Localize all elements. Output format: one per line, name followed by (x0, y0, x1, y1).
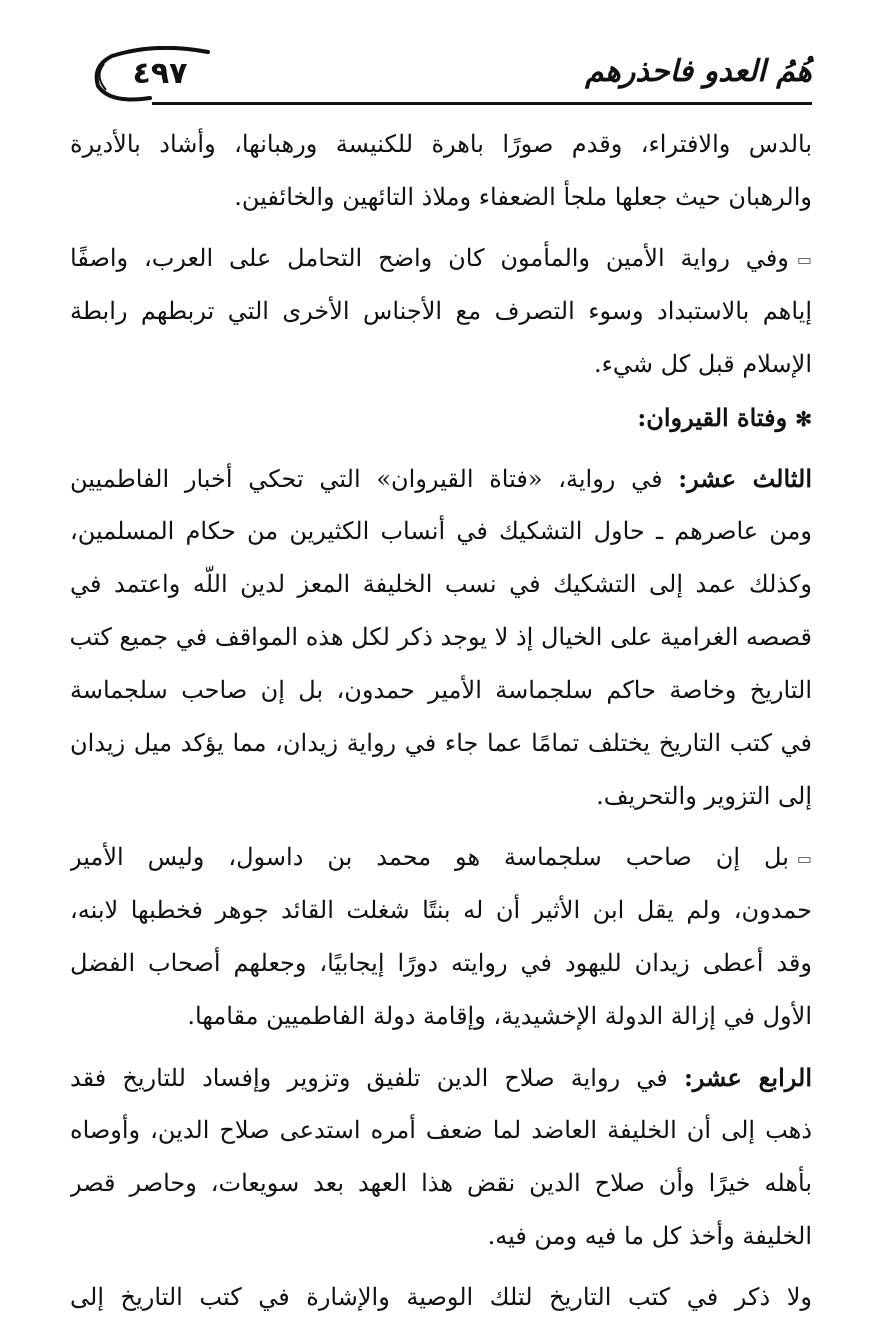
heading-line (70, 391, 812, 444)
text-line: وكذلك عمد إلى التشكيك في نسب الخليفة المعز لدين اللّه واعتمد في (70, 570, 812, 598)
paragraph (70, 452, 812, 823)
text-line: التاريخ وخاصة حاكم سلجماسة الأمير حمدون، بل إن صاحب سلجماسة (70, 676, 812, 704)
header-rule (152, 102, 812, 105)
page-number-badge (90, 46, 222, 102)
text-line (70, 831, 812, 884)
item-lead: الرابع عشر: (683, 1063, 812, 1092)
running-title: هُمُ العدو فاحذرهم (585, 54, 812, 89)
text-line: في كتب التاريخ يختلف تمامًا عما جاء في رواية زيدان، مما يؤكد ميل زيدان (70, 729, 812, 757)
text-line (70, 232, 812, 285)
section-heading (70, 391, 812, 444)
page-header (72, 38, 812, 108)
paragraph (70, 831, 812, 1043)
paragraph (70, 118, 812, 224)
body-text (70, 118, 812, 1324)
paragraph (70, 1271, 812, 1324)
text-line-content: وفي رواية الأمين والمأمون كان واضح التحامل على العرب، واصفًا (70, 244, 789, 272)
paragraph-marker-icon: ▭ (796, 250, 812, 269)
text-line: بأهله خيرًا وأن صلاح الدين نقض هذا العهد بعد سويعات، وحاصر قصر (70, 1169, 812, 1197)
paragraph (70, 1051, 812, 1263)
text-line: وقد أعطى زيدان لليهود في روايته دورًا إيجابيًا، وجعلهم أصحاب الفضل (70, 949, 812, 977)
text-line: الأول في إزالة الدولة الإخشيدية، وإقامة دولة الفاطميين مقامها. (187, 1002, 812, 1030)
star-icon: ✻ (795, 407, 812, 431)
item-lead: الثالث عشر: (678, 464, 812, 493)
text-line: والرهبان حيث جعلها ملجأ الضعفاء وملاذ التائهين والخائفين. (234, 183, 812, 211)
text-line: ومن عاصرهم ـ حاول التشكيك في أنساب الكثيرين من حكام المسلمين، (70, 517, 812, 545)
text-line: بالدس والافتراء، وقدم صورًا باهرة للكنيسة ورهبانها، وأشاد بالأديرة (70, 130, 812, 158)
text-line-content: في رواية، «فتاة القيروان» التي تحكي أخبار الفاطميين (70, 465, 663, 493)
text-line: الإسلام قبل كل شيء. (593, 350, 812, 378)
text-line: ولا ذكر في كتب التاريخ لتلك الوصية والإشارة في كتب التاريخ إلى (70, 1283, 812, 1311)
text-line: الخليفة وأخذ كل ما فيه ومن فيه. (487, 1222, 812, 1250)
paragraph (70, 232, 812, 391)
text-line-content: في رواية صلاح الدين تلفيق وتزوير وإفساد للتاريخ فقد (70, 1064, 668, 1092)
text-line: حمدون، ولم يقل ابن الأثير أن له بنتًا شغلت القائد جوهر فخطبها لابنه، (70, 896, 812, 924)
text-line: إلى التزوير والتحريف. (596, 782, 812, 810)
heading-text: وفتاة القيروان: (637, 403, 788, 432)
text-line (70, 1051, 812, 1104)
text-line (70, 452, 812, 505)
text-line: قصصه الغرامية على الخيال إذ لا يوجد ذكر لكل هذه المواقف في جميع كتب (70, 623, 812, 651)
page-number: ٤٩٧ (132, 56, 188, 91)
paragraph-marker-icon: ▭ (796, 849, 812, 868)
text-line: إياهم بالاستبداد وسوء التصرف مع الأجناس الأخرى التي تربطهم رابطة (70, 297, 812, 325)
text-line: ذهب إلى أن الخليفة العاضد لما ضعف أمره استدعى صلاح الدين، وأوصاه (70, 1116, 812, 1144)
text-line-content: بل إن صاحب سلجماسة هو محمد بن داسول، وليس الأمير (70, 843, 789, 871)
